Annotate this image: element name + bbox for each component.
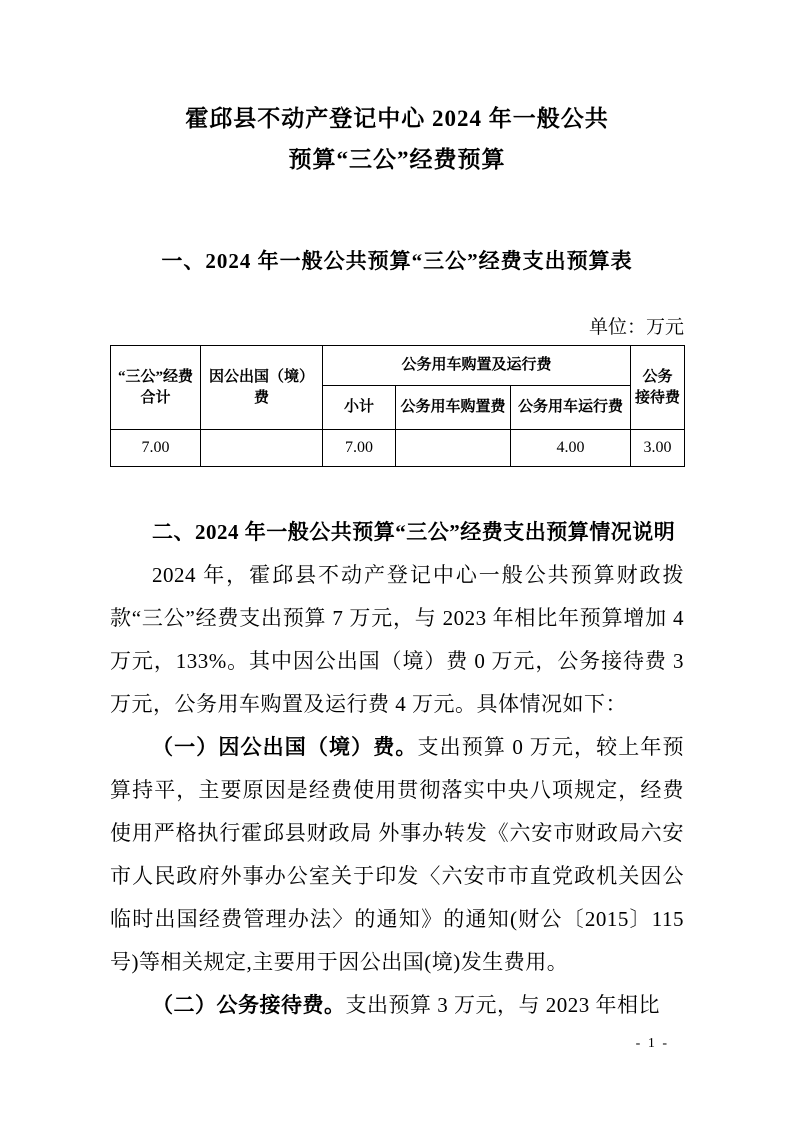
header-cell-operation: 公务用车运行费 — [511, 386, 631, 430]
header-cell-vehicle-group: 公务用车购置及运行费 — [323, 346, 631, 386]
paragraph-3 — [110, 984, 684, 1027]
header-cell-subtotal: 小计 — [323, 386, 396, 430]
value-operation: 4.00 — [511, 430, 631, 467]
table-data-row — [111, 430, 685, 467]
header-cell-sangong-total — [111, 346, 201, 430]
document-title — [110, 98, 684, 180]
value-purchase — [396, 430, 511, 467]
document-content — [110, 0, 684, 1027]
header-reception-line2: 接待费 — [634, 389, 680, 406]
header-sangong-line1: “三公”经费 — [117, 368, 193, 385]
value-sangong-total: 7.00 — [111, 430, 201, 467]
paragraph-3-text: 支出预算 3 万元，与 2023 年相比 — [345, 993, 660, 1017]
header-sangong-line2: 合计 — [140, 389, 171, 406]
section1-heading: 一、2024 年一般公共预算“三公”经费支出预算表 — [161, 249, 633, 273]
table-header-row-1 — [111, 346, 685, 386]
header-cell-reception — [631, 346, 685, 430]
paragraph-2 — [110, 726, 684, 984]
document-title-line2: 预算“三公”经费预算 — [288, 147, 506, 172]
header-cell-purchase: 公务用车购置费 — [396, 386, 511, 430]
unit-label: 单位：万元 — [588, 317, 684, 338]
header-reception-line1: 公务 — [642, 368, 673, 385]
paragraph-2-lead: （一）因公出国（境）费。 — [152, 735, 418, 759]
budget-table — [110, 345, 685, 467]
header-cell-abroad: 因公出国（境）费 — [201, 346, 323, 430]
section2-heading: 二、2024 年一般公共预算“三公”经费支出预算情况说明 — [152, 520, 676, 544]
page-number: - 1 - — [635, 1036, 669, 1051]
value-subtotal: 7.00 — [323, 430, 396, 467]
value-abroad — [201, 430, 323, 467]
paragraph-2-text: 支出预算 0 万元，较上年预算持平，主要原因是经费使用贯彻落实中央八项规定，经费使用严格执行霍邱县财政局 外事办转发《六安市财政局六安市人民政府外事办公室关于印发〈六安市市直党政机关因公临时出国经费管理办法〉的通知》的通知(财公〔2015〕115 号)等相关规定,主要用于因公出国(境)发生费用。 — [110, 735, 684, 974]
value-reception: 3.00 — [631, 430, 685, 467]
paragraph-1: 2024 年，霍邱县不动产登记中心一般公共预算财政拨款“三公”经费支出预算 7 万元，与 2023 年相比年预算增加 4 万元，133%。其中因公出国（境）费 0 万元，公务接待费 3 万元，公务用车购置及运行费 4 万元。具体情况如下： — [110, 563, 684, 716]
paragraph-3-lead: （二）公务接待费。 — [152, 993, 346, 1017]
document-title-line1: 霍邱县不动产登记中心 2024 年一般公共 — [185, 106, 609, 131]
